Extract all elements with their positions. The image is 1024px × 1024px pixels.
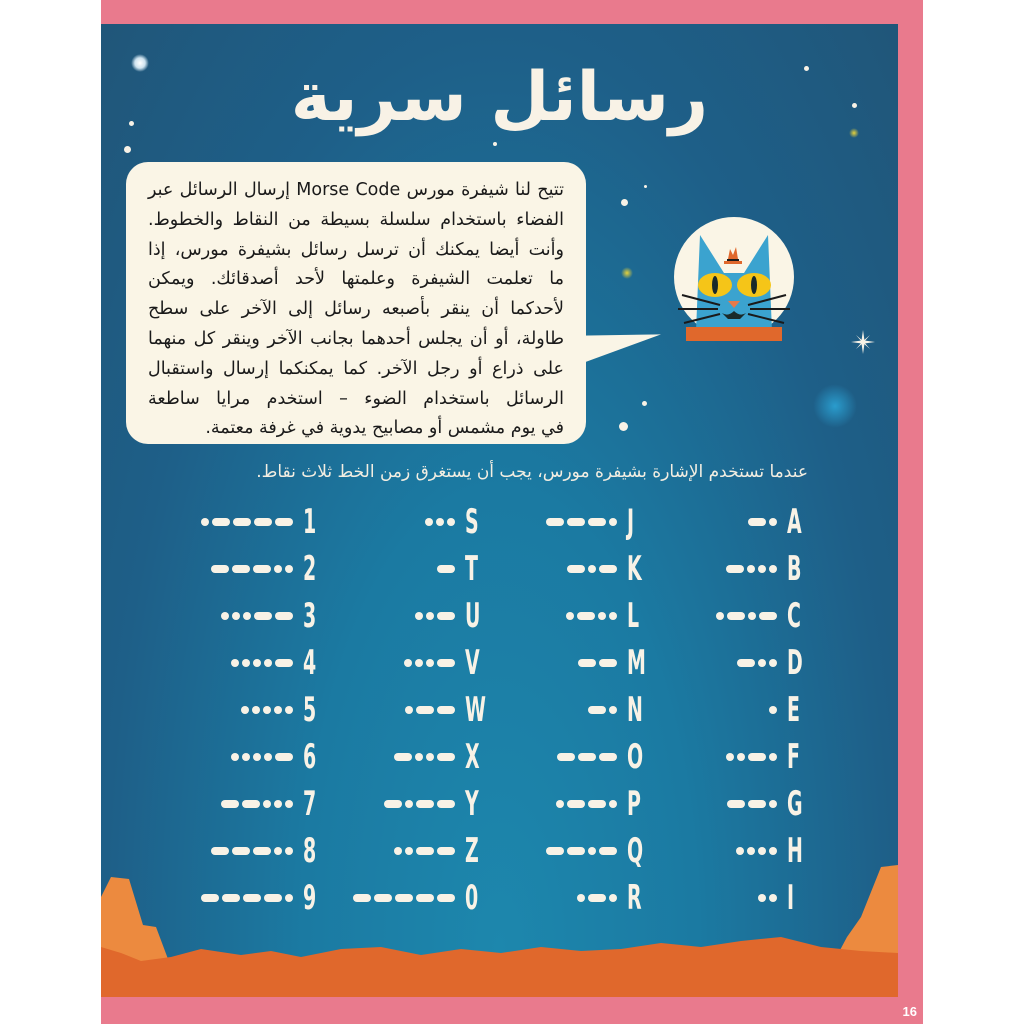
morse-dash-icon (578, 753, 596, 761)
morse-dot-icon (242, 753, 250, 761)
morse-code-symbols (727, 800, 777, 808)
morse-character: A (787, 502, 802, 542)
morse-dash-icon (275, 518, 293, 526)
morse-dot-icon (609, 612, 617, 620)
morse-code-symbols (716, 612, 777, 620)
morse-dot-icon (242, 659, 250, 667)
bubble-line: طاولة، أو أن يجلس أحدهما بجانب الآخر وينقر كل منهما (148, 328, 564, 349)
helmet-collar-icon (686, 327, 782, 341)
morse-entry-w (405, 690, 487, 730)
morse-dot-icon (404, 659, 412, 667)
morse-dash-icon (275, 612, 293, 620)
morse-dash-icon (211, 847, 229, 855)
space-panel (101, 24, 898, 997)
morse-code-symbols (415, 612, 455, 620)
morse-entry-u (415, 596, 487, 636)
morse-dot-icon (598, 612, 606, 620)
morse-entry-e (769, 690, 809, 730)
morse-dash-icon (567, 847, 585, 855)
morse-dot-icon (769, 753, 777, 761)
morse-character: Y (465, 784, 479, 824)
astronaut-cat-illustration (672, 217, 796, 341)
star-icon (621, 199, 628, 206)
morse-entry-y (384, 784, 487, 824)
morse-dot-icon (769, 800, 777, 808)
morse-dot-icon (415, 612, 423, 620)
morse-code-symbols (546, 518, 617, 526)
morse-dot-icon (566, 612, 574, 620)
morse-character: F (787, 737, 800, 777)
morse-dash-icon (727, 612, 745, 620)
morse-dash-icon (748, 800, 766, 808)
star-icon (619, 422, 628, 431)
morse-dash-icon (546, 518, 564, 526)
morse-dash-icon (599, 659, 617, 667)
morse-entry-g (727, 784, 809, 824)
morse-dot-icon (769, 659, 777, 667)
morse-dot-icon (243, 612, 251, 620)
morse-entry-f (726, 737, 809, 777)
morse-dash-icon (546, 847, 564, 855)
morse-dot-icon (394, 847, 402, 855)
morse-character: B (787, 549, 802, 589)
morse-dash-icon (437, 753, 455, 761)
morse-entry-4 (231, 643, 325, 683)
morse-dot-icon (263, 800, 271, 808)
morse-code-symbols (726, 753, 777, 761)
morse-code-symbols (556, 800, 617, 808)
morse-dot-icon (436, 518, 444, 526)
morse-dot-icon (274, 800, 282, 808)
morse-code-symbols (394, 847, 455, 855)
morse-dash-icon (727, 800, 745, 808)
morse-dash-icon (599, 753, 617, 761)
speech-bubble (126, 162, 586, 444)
morse-character: 8 (303, 831, 317, 871)
morse-dot-icon (748, 612, 756, 620)
book-page (101, 0, 923, 1024)
morse-dot-icon (747, 565, 755, 573)
yellow-star-icon (621, 267, 633, 279)
morse-entry-l (566, 596, 649, 636)
morse-character: D (787, 643, 803, 683)
morse-code-symbols (231, 753, 293, 761)
morse-entry-k (567, 549, 649, 589)
morse-dot-icon (285, 847, 293, 855)
desert-landscape-illustration (101, 857, 898, 997)
morse-dash-icon (577, 612, 595, 620)
morse-dot-icon (285, 706, 293, 714)
morse-dash-icon (416, 706, 434, 714)
morse-dot-icon (726, 753, 734, 761)
morse-dash-icon (221, 800, 239, 808)
morse-dot-icon (425, 518, 433, 526)
morse-code-symbols (567, 565, 617, 573)
bubble-line: الفضاء باستخدام سلسلة بسيطة من النقاط والخطوط. (148, 209, 564, 230)
morse-character: O (627, 737, 644, 777)
morse-character: H (787, 831, 803, 871)
morse-character: Q (627, 831, 644, 871)
morse-dash-icon (557, 753, 575, 761)
morse-dot-icon (232, 612, 240, 620)
morse-code-symbols (736, 847, 777, 855)
morse-dot-icon (253, 659, 261, 667)
morse-dash-icon (437, 659, 455, 667)
morse-code-symbols (211, 847, 293, 855)
morse-dash-icon (567, 518, 585, 526)
morse-character: 0 (465, 878, 479, 918)
speech-bubble-tail (581, 324, 661, 363)
morse-code-symbols (231, 659, 293, 667)
morse-dot-icon (231, 753, 239, 761)
morse-entry-7 (221, 784, 325, 824)
morse-entry-6 (231, 737, 325, 777)
bubble-line: تتيح لنا شيفرة مورس Morse Code إرسال الرسائل عبر (148, 180, 565, 200)
morse-dash-icon (394, 753, 412, 761)
morse-dash-icon (211, 565, 229, 573)
morse-entry-5 (241, 690, 325, 730)
morse-character: K (627, 549, 642, 589)
morse-character: N (627, 690, 643, 730)
morse-code-symbols (588, 706, 617, 714)
morse-code-symbols (201, 518, 293, 526)
morse-character: P (627, 784, 641, 824)
morse-dash-icon (253, 847, 271, 855)
morse-character: 2 (303, 549, 317, 589)
blue-glow-icon (813, 384, 857, 428)
sparkle-star-icon (851, 330, 875, 354)
morse-character: 9 (303, 878, 317, 918)
morse-character: U (465, 596, 481, 636)
morse-entry-s (425, 502, 487, 542)
morse-code-symbols (405, 706, 455, 714)
morse-dot-icon (716, 612, 724, 620)
star-icon (644, 185, 647, 188)
morse-dash-icon (726, 565, 744, 573)
morse-dot-icon (556, 800, 564, 808)
morse-dot-icon (769, 565, 777, 573)
morse-dash-icon (437, 565, 455, 573)
morse-code-symbols (726, 565, 777, 573)
morse-dash-icon (232, 847, 250, 855)
morse-dot-icon (405, 800, 413, 808)
morse-dot-icon (447, 518, 455, 526)
morse-dot-icon (274, 706, 282, 714)
morse-dot-icon (263, 706, 271, 714)
morse-dash-icon (588, 706, 606, 714)
page-title: رسائل سرية (290, 58, 709, 137)
morse-dot-icon (285, 800, 293, 808)
morse-dash-icon (416, 847, 434, 855)
morse-code-symbols (394, 753, 455, 761)
star-icon (642, 401, 647, 406)
morse-dot-icon (264, 753, 272, 761)
morse-dash-icon (275, 659, 293, 667)
morse-code-symbols (737, 659, 777, 667)
morse-code-symbols (748, 518, 777, 526)
morse-dash-icon (212, 518, 230, 526)
morse-dash-icon (416, 800, 434, 808)
morse-entry-c (716, 596, 809, 636)
morse-dot-icon (405, 706, 413, 714)
morse-character: C (787, 596, 801, 636)
morse-dash-icon (242, 800, 260, 808)
morse-entry-x (394, 737, 487, 777)
morse-dot-icon (415, 659, 423, 667)
morse-character: V (465, 643, 480, 683)
morse-dash-icon (599, 565, 617, 573)
morse-dash-icon (437, 800, 455, 808)
morse-dash-icon (588, 800, 606, 808)
morse-dot-icon (609, 706, 617, 714)
morse-dot-icon (426, 612, 434, 620)
morse-code-symbols (221, 800, 293, 808)
morse-dot-icon (769, 706, 777, 714)
morse-character: T (465, 549, 478, 589)
morse-character: X (465, 737, 480, 777)
morse-entry-n (588, 690, 649, 730)
morse-dash-icon (232, 565, 250, 573)
morse-dash-icon (599, 847, 617, 855)
morse-code-symbols (557, 753, 617, 761)
morse-entry-2 (211, 549, 325, 589)
morse-dot-icon (769, 518, 777, 526)
morse-entry-m (578, 643, 649, 683)
morse-dot-icon (426, 753, 434, 761)
morse-entry-1 (201, 502, 325, 542)
morse-dot-icon (264, 659, 272, 667)
morse-dash-icon (759, 612, 777, 620)
morse-dot-icon (285, 565, 293, 573)
morse-dot-icon (201, 518, 209, 526)
morse-character: 7 (303, 784, 317, 824)
morse-character: 3 (303, 596, 317, 636)
morse-character: Z (465, 831, 479, 871)
morse-dash-icon (748, 753, 766, 761)
morse-code-symbols (769, 706, 777, 714)
morse-code-symbols (221, 612, 293, 620)
morse-dot-icon (426, 659, 434, 667)
morse-dot-icon (405, 847, 413, 855)
morse-dash-icon (384, 800, 402, 808)
morse-dash-icon (437, 612, 455, 620)
morse-dot-icon (609, 800, 617, 808)
morse-character: J (627, 502, 635, 542)
morse-dot-icon (747, 847, 755, 855)
morse-dot-icon (758, 565, 766, 573)
morse-dot-icon (253, 753, 261, 761)
morse-dot-icon (274, 847, 282, 855)
star-icon (124, 146, 131, 153)
morse-dash-icon (437, 706, 455, 714)
morse-entry-v (404, 643, 487, 683)
morse-code-symbols (546, 847, 617, 855)
morse-code-symbols (578, 659, 617, 667)
speech-bubble-text (148, 176, 564, 444)
bubble-line: لأحدكما أن ينقر بأصبعه رسائل إلى الآخر على سطح (148, 299, 564, 320)
bubble-line: وأنت أيضا يمكنك أن ترسل رسائل بشيفرة مورس، إذا (148, 239, 564, 260)
morse-code-symbols (404, 659, 455, 667)
morse-dot-icon (588, 847, 596, 855)
morse-dash-icon (233, 518, 251, 526)
morse-entry-o (557, 737, 649, 777)
morse-character: R (627, 878, 642, 918)
morse-dash-icon (588, 518, 606, 526)
morse-character: 4 (303, 643, 317, 683)
morse-character: 5 (303, 690, 317, 730)
morse-dash-icon (567, 800, 585, 808)
morse-dot-icon (588, 565, 596, 573)
morse-character: M (627, 643, 646, 683)
morse-dot-icon (231, 659, 239, 667)
morse-dot-icon (274, 565, 282, 573)
morse-entry-d (737, 643, 809, 683)
morse-character: L (627, 596, 640, 636)
morse-entry-p (556, 784, 649, 824)
bubble-line: في يوم مشمس أو مصابيح يدوية في غرفة معتمة. (205, 418, 564, 439)
morse-dash-icon (748, 518, 766, 526)
morse-dash-icon (254, 518, 272, 526)
morse-code-symbols (241, 706, 293, 714)
morse-dot-icon (241, 706, 249, 714)
morse-entry-t (437, 549, 487, 589)
morse-character: 6 (303, 737, 317, 777)
morse-dot-icon (758, 659, 766, 667)
instruction-text: عندما تستخدم الإشارة بشيفرة مورس، يجب أن يستغرق زمن الخط ثلاث نقاط. (256, 462, 808, 482)
morse-dash-icon (253, 565, 271, 573)
morse-dot-icon (221, 612, 229, 620)
morse-code-symbols (384, 800, 455, 808)
morse-dot-icon (609, 518, 617, 526)
morse-dash-icon (437, 847, 455, 855)
morse-character: G (787, 784, 803, 824)
morse-dot-icon (769, 847, 777, 855)
morse-character: S (465, 502, 479, 542)
morse-code-symbols (437, 565, 455, 573)
morse-code-symbols (566, 612, 617, 620)
morse-dot-icon (415, 753, 423, 761)
morse-entry-j (546, 502, 649, 542)
morse-character: W (465, 690, 486, 730)
bubble-line: على ذراع أو رجل الآخر. كما يمكنكما إرسال واستقبال (148, 358, 564, 379)
page-number: 16 (902, 1004, 917, 1019)
morse-dash-icon (578, 659, 596, 667)
morse-dot-icon (736, 847, 744, 855)
morse-character: 1 (303, 502, 317, 542)
bubble-line: ما تعلمت الشيفرة وعلمتها لأحد أصدقائك. ويمكن (148, 269, 564, 290)
morse-character: I (787, 878, 795, 918)
morse-entry-a (748, 502, 809, 542)
morse-dash-icon (567, 565, 585, 573)
morse-entry-3 (221, 596, 325, 636)
star-icon (493, 142, 497, 146)
morse-code-symbols (211, 565, 293, 573)
morse-character: E (787, 690, 800, 730)
morse-code-symbols (425, 518, 455, 526)
morse-dot-icon (252, 706, 260, 714)
morse-entry-b (726, 549, 809, 589)
morse-dash-icon (737, 659, 755, 667)
morse-dot-icon (758, 847, 766, 855)
morse-dash-icon (275, 753, 293, 761)
bubble-line: الرسائل باستخدام الضوء – استخدم مرايا ساطعة (148, 388, 564, 409)
morse-dot-icon (737, 753, 745, 761)
morse-dash-icon (254, 612, 272, 620)
